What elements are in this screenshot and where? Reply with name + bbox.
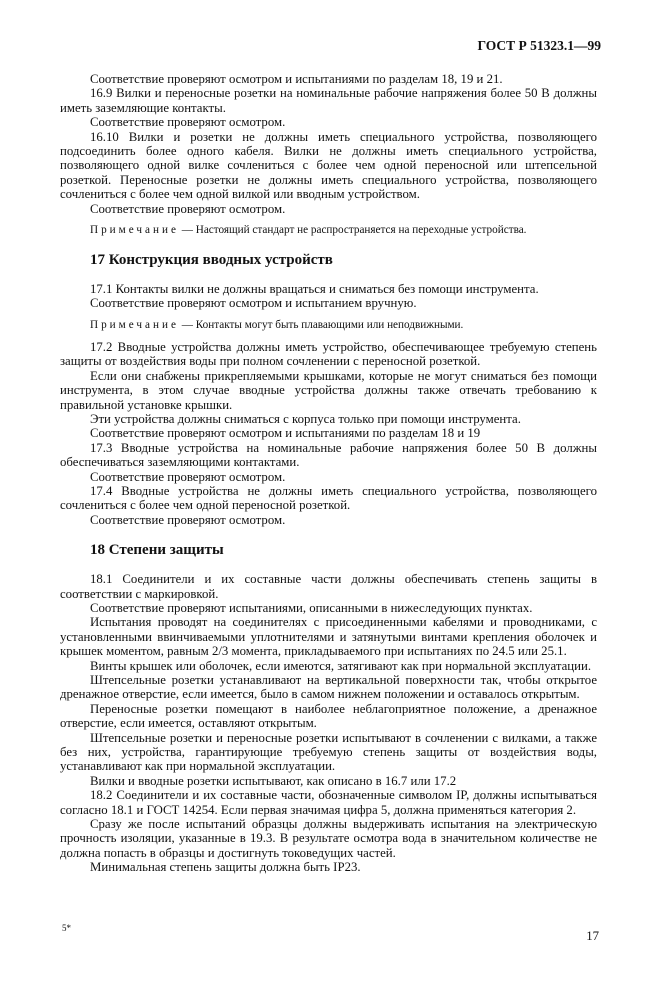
paragraph: 17.3 Вводные устройства на номинальные рабочие напряжения более 50 В должны обеспечиваться заземляющими контактами. xyxy=(60,440,597,470)
paragraph: Штепсельные розетки и переносные розетки испытывают в сочленении с вилками, а также без них, устройства, гарантирующие требуемую степень защиты от воздействия воды, устанавливают как при нормальной эксплуатации. xyxy=(60,730,597,774)
note xyxy=(60,223,597,237)
paragraph: 16.10 Вилки и розетки не должны иметь специального устройства, позволяющего подсоединить более одного кабеля. Вилки не должны иметь специального устройства, позволяющего одной вилке сочлениться с более чем одной переносной или штепсельной розеткой. Переносные розетки не должны иметь специального устройства, позволяющего сочлениться с более чем одной вилкой или вводным устройством. xyxy=(60,129,597,202)
paragraph: Соответствие проверяют осмотром. xyxy=(90,115,286,130)
paragraph: 18.1 Соединители и их составные части должны обеспечивать степень защиты в соответствии с маркировкой. xyxy=(60,572,597,601)
paragraph: Соответствие проверяют осмотром. xyxy=(90,469,286,484)
paragraph: Соответствие проверяют испытаниями, описанными в нижеследующих пунктах. xyxy=(90,600,533,615)
paragraph: Штепсельные розетки устанавливают на вертикальной поверхности так, чтобы открытое дренажное отверстие, если имеется, было в самом нижнем положении и оставалось открытым. xyxy=(60,673,597,702)
page-body xyxy=(60,72,597,875)
page-number: 17 xyxy=(586,928,599,943)
note xyxy=(60,318,597,332)
paragraph: Сразу же после испытаний образцы должны выдерживать испытания на электрическую прочность изоляции, указанные в 19.3. В результате осмотра вода в значительном количестве не должна попасть в образцы и достигнуть токоведущих частей. xyxy=(60,817,597,860)
note-label: Примечание xyxy=(90,318,179,331)
page-footer xyxy=(60,923,601,943)
paragraph: 18.2 Соединители и их составные части, обозначенные символом IP, должны испытываться согласно 18.1 и ГОСТ 14254. Если первая значимая цифра 5, должна применяться категория 2. xyxy=(60,788,597,817)
note-label: Примечание xyxy=(90,224,179,237)
paragraph: Минимальная степень защиты должна быть IP23. xyxy=(90,860,361,875)
section-heading: 17 Конструкция вводных устройств xyxy=(90,252,333,269)
document-header: ГОСТ Р 51323.1—99 xyxy=(477,38,601,53)
paragraph: 17.1 Контакты вилки не должны вращаться и сниматься без помощи инструмента. xyxy=(90,282,539,297)
paragraph: Переносные розетки помещают в наиболее неблагоприятное положение, а дренажное отверстие, если имеется, оставляют открытым. xyxy=(60,701,597,731)
paragraph: Соответствие проверяют осмотром и испытаниями по разделам 18 и 19 xyxy=(90,426,481,441)
paragraph: Соответствие проверяют осмотром и испытанием вручную. xyxy=(90,296,417,311)
paragraph: Вилки и вводные розетки испытывают, как описано в 16.7 или 17.2 xyxy=(90,773,457,788)
paragraph: 16.9 Вилки и переносные розетки на номинальные рабочие напряжения более 50 В должны иметь заземляющие контакты. xyxy=(60,86,597,115)
signature-mark: 5* xyxy=(62,922,71,933)
paragraph: 17.2 Вводные устройства должны иметь устройство, обеспечивающее требуемую степень защиты от воздействия воды при полном сочленении с переносной розеткой. xyxy=(60,339,597,369)
note-text: — Контакты могут быть плавающими или неподвижными. xyxy=(178,318,464,331)
paragraph: Винты крышек или оболочек, если имеются, затягивают как при нормальной эксплуатации. xyxy=(90,658,592,673)
paragraph: Соответствие проверяют осмотром и испытаниями по разделам 18, 19 и 21. xyxy=(90,72,503,86)
section-heading: 18 Степени защиты xyxy=(90,542,224,559)
paragraph: 17.4 Вводные устройства не должны иметь специального устройства, позволяющего сочлениться с более чем одной переносной розеткой. xyxy=(60,483,597,513)
paragraph: Соответствие проверяют осмотром. xyxy=(90,201,286,216)
paragraph: Испытания проводят на соединителях с присоединенными кабелями и проводниками, с установленными ввинчиваемыми уплотнителями и затянутыми винтами крепления оболочек и крышек моментом, равным 2/3 момента, прикладываемого при испытаниях по 24.5 или 25.1. xyxy=(60,615,597,659)
paragraph: Если они снабжены прикрепляемыми крышками, которые не могут сниматься без помощи инструмента, в этом случае вводные устройства должны также отвечать требованию к правильной установке крышки. xyxy=(60,368,597,412)
paragraph: Эти устройства должны сниматься с корпуса только при помощи инструмента. xyxy=(90,411,521,426)
note-text: — Настоящий стандарт не распространяется на переходные устройства. xyxy=(178,224,527,237)
paragraph: Соответствие проверяют осмотром. xyxy=(90,512,286,527)
